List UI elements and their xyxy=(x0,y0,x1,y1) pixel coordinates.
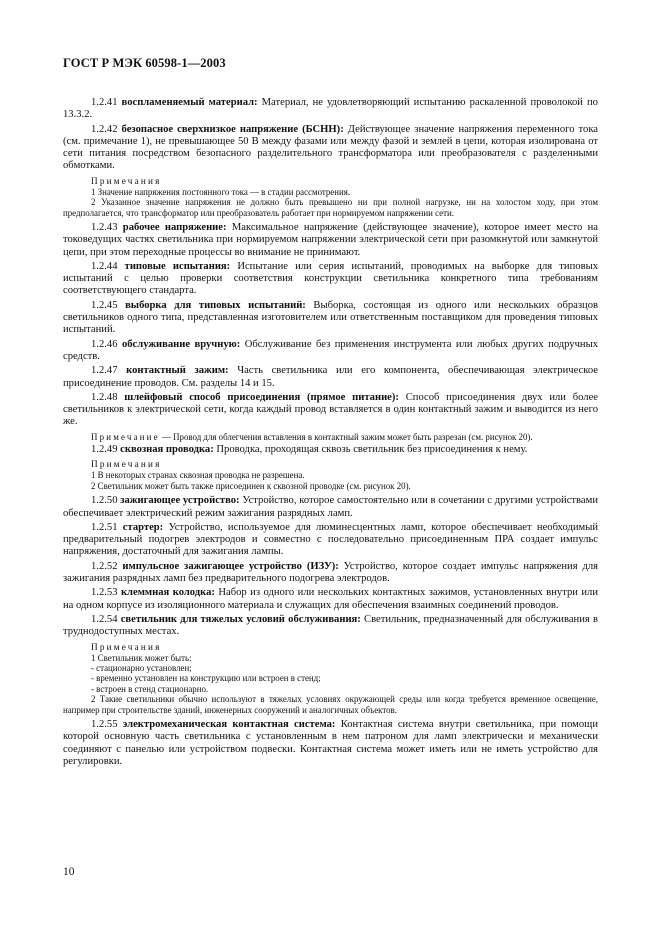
note-line: - стационарно установлен; xyxy=(91,662,192,673)
definition-1-2-53: 1.2.53 клеммная колодка: Набор из одного или нескольких контактных зажимов, установленных внутри или на одном корпусе из изоляционного материала и служащих для обеспечения взаимных соединений проводов. xyxy=(63,587,598,611)
definition-1-2-52: 1.2.52 импульсное зажигающее устройство (ИЗУ): Устройство, которое создает импульс напряжения для зажигания разрядных ламп без предварительного подогрева электродов. xyxy=(63,560,598,585)
note-line: 2 Такие светильники обычно используют в тяжелых условиях окружающей среды или когда требуется временное освещение, например при строительстве зданий, инженерных сооружений и аналогичных объектов. xyxy=(63,694,598,715)
definition-1-2-44: 1.2.44 типовые испытания: Испытание или серия испытаний, проводимых на выборке для типовых испытаний с целью проверки соответствия конструкции светильника конкретного типа требованиям соответствующего стандарта. xyxy=(63,260,598,297)
note-line: 2 Светильник может быть также присоединен к сквозной проводке (см. рисунок 20). xyxy=(91,480,411,491)
note-line: - временно установлен на конструкцию или встроен в стенд; xyxy=(91,673,321,684)
note-line: 2 Указанное значение напряжения не должно быть превышено ни при полной нагрузке, ни на холостом ходу, при этом предполагается, что трансформатор или преобразователь работает при нормируемом напряжении сети. xyxy=(63,197,598,218)
note-line: 1 В некоторых странах сквозная проводка не разрешена. xyxy=(91,470,305,481)
definition-1-2-55: 1.2.55 электромеханическая контактная система: Контактная система внутри светильника, при помощи которой основную часть светильника с установленным в нем патроном для ламп электрически и механически соединяют с панелью или устройством подвески. Контактная система может иметь или не иметь устройство для регулировки. xyxy=(63,718,598,767)
definition-1-2-48: 1.2.48 шлейфовый способ присоединения (прямое питание): Способ присоединения двух или более светильников к электрической сети, когда каждый провод вставляется в один контактный зажим и выводится из него же. xyxy=(63,391,598,428)
definition-1-2-41: 1.2.41 воспламеняемый материал: Материал, не удовлетворяющий испытанию раскаленной проволокой по 13.3.2. xyxy=(63,97,598,121)
document-header: ГОСТ Р МЭК 60598-1—2003 xyxy=(63,56,226,70)
note-inline: Примечание — Провод для облегчения вставления в контактный зажим может быть разрезан (см. рисунок 20). xyxy=(91,431,533,442)
document-body xyxy=(63,97,598,770)
notes-heading: Примечания xyxy=(91,641,162,652)
definition-1-2-50: 1.2.50 зажигающее устройство: Устройство, которое самостоятельно или в сочетании с другими устройствами обеспечивает электрический режим зажигания разрядных ламп. xyxy=(63,495,598,519)
notes-heading: Примечания xyxy=(91,175,162,186)
definition-1-2-49: 1.2.49 сквозная проводка: Проводка, проходящая сквозь светильник без присоединения к нему. xyxy=(91,444,528,456)
note-line: 1 Значение напряжения постоянного тока — в стадии рассмотрения. xyxy=(91,186,351,197)
note-line: 1 Светильник может быть: xyxy=(91,652,192,663)
notes-heading: Примечания xyxy=(91,459,162,470)
definition-1-2-47: 1.2.47 контактный зажим: Часть светильника или его компонента, обеспечивающая электрическое присоединение проводов. См. разделы 14 и 15. xyxy=(63,365,598,389)
definition-1-2-54: 1.2.54 светильник для тяжелых условий обслуживания: Светильник, предназначенный для обслуживания в труднодоступных местах. xyxy=(63,613,598,638)
definition-1-2-42: 1.2.42 безопасное сверхнизкое напряжение (БСНН): Действующее значение напряжения переменного тока (см. примечание 1), не превышающее 50 В между фазами или между фазой и землей в цепи, которая изолирована от сети питания посредством безопасного разделительного трансформатора или преобразователя с разделенными обмотками. xyxy=(63,123,599,172)
definition-1-2-51: 1.2.51 стартер: Устройство, используемое для люминесцентных ламп, которое обеспечивает необходимый предварительный подогрев электродов и совместно с последовательно присоединенным ПРА создает импульс напряжения, достаточный для зажигания лампы. xyxy=(63,521,598,558)
note-line: - встроен в стенд стационарно. xyxy=(91,683,209,694)
page-number: 10 xyxy=(63,866,75,878)
definition-1-2-46: 1.2.46 обслуживание вручную: Обслуживание без применения инструмента или любых других подручных средств. xyxy=(63,338,598,362)
definition-1-2-43: 1.2.43 рабочее напряжение: Максимальное напряжение (действующее значение), которое имеет место на токоведущих частях светильника при нормируемом напряжении электрической сети при разомкнутой или замкнутой цепи, при этом переходные процессы во внимание не принимают. xyxy=(63,222,598,258)
definition-1-2-45: 1.2.45 выборка для типовых испытаний: Выборка, состоящая из одного или нескольких образцов светильников одного типа, представленная изготовителем или ответственным поставщиком для проведения типовых испытаний. xyxy=(63,299,598,336)
